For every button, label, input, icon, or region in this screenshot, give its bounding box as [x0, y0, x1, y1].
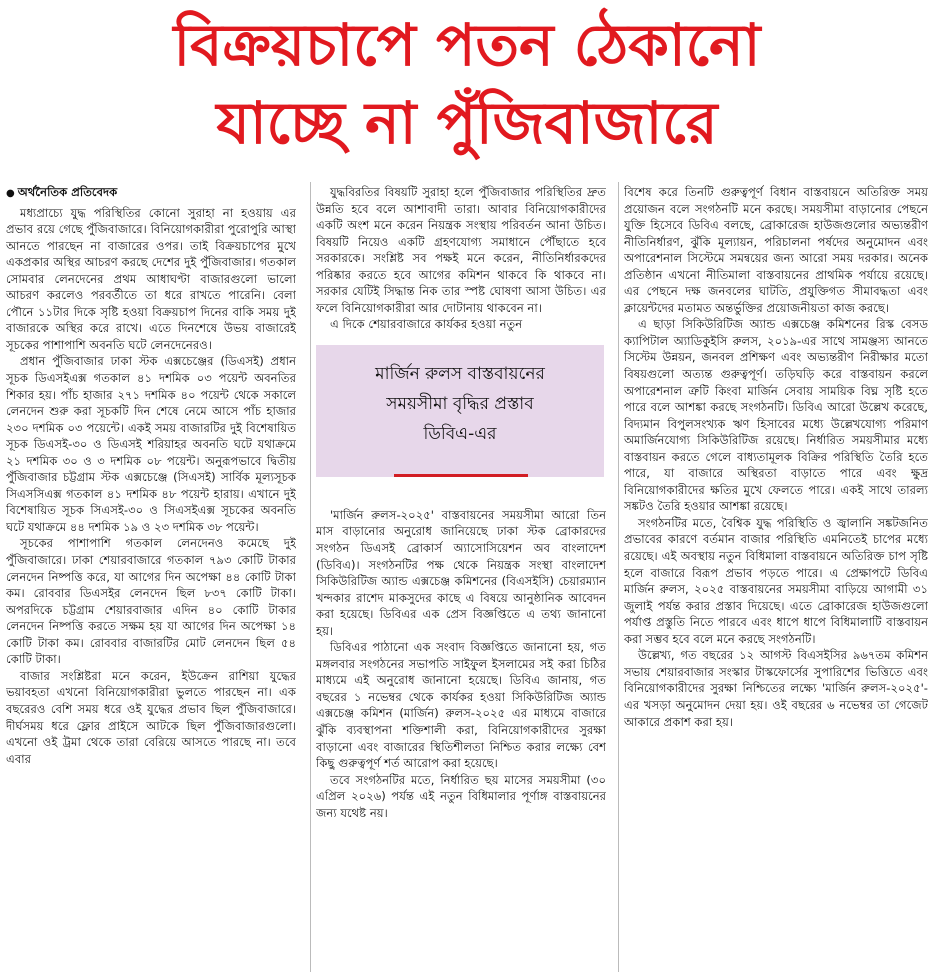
article-column-2 — [316, 184, 606, 976]
article-column-3 — [624, 184, 928, 976]
paragraph: এ ছাড়া সিকিউরিটিজ অ্যান্ড এক্সচেঞ্জ কমিশনের রিস্ক বেসড ক্যাপিটাল অ্যাডিকুইসি রুলস, ২০১৯-এর সাথে সামঞ্জস্য আনতে সিস্টেম উন্নয়ন, জনবল প্রশিক্ষণ এবং অভ্যন্তরীণ নিরীক্ষার মতো বিষয়গুলো অত্যন্ত গুরুত্বপূর্ণ। তড়িঘড়ি করে বাস্তবায়ন করলে অপারেশনাল ত্রুটি কিংবা মার্জিন সেবায় সাময়িক বিঘ্ন সৃষ্টি হতে পারে বলে আশঙ্কা করছে সংগঠনটি। ডিবিএ আরো উল্লেখ করেছে, বিদ্যমান বিপুলসংখ্যক ঋণ হিসাবের মধ্যে উল্লেখযোগ্য পরিমাণ অমার্জিনযোগ্য সিকিউরিটিজ রয়েছে। নির্ধারিত সময়সীমার মধ্যে বাস্তবায়ন করতে গেলে বাধ্যতামূলক বিক্রির পরিস্থিতি তৈরি হতে পারে, যা বাজারে অস্থিরতা বাড়াতে পারে এবং ক্ষুদ্র বিনিয়োগকারীদের ক্ষতির মুখে ফেলতে পারে। একই সাথে তারল্য সঙ্কটও তৈরি হওয়ার আশঙ্কা রয়েছে। — [624, 317, 928, 514]
headline-line-2: যাচ্ছে না পুঁজিবাজারে — [216, 89, 718, 157]
bullet-icon: ● — [6, 188, 15, 199]
column-divider — [618, 182, 619, 972]
paragraph: বিশেষ করে তিনটি গুরুত্বপূর্ণ বিধান বাস্তবায়নে অতিরিক্ত সময় প্রয়োজন বলে সংগঠনটি মনে করছে। সময়সীমা বাড়ানোর পেছনে যুক্তি হিসেবে ডিবিএ বলছে, ব্রোকারেজ হাউজগুলোর অভ্যন্তরীণ নীতিনির্ধারণ, ঝুঁকি মূল্যায়ন, পরিচালনা পর্ষদের অনুমোদন এবং অপারেশনাল সিস্টেমে সমন্বয়ের জন্য আরো সময় দরকার। অনেক প্রতিষ্ঠান এখনো নীতিমালা বাস্তবায়নের প্রাথমিক পর্যায়ে রয়েছে। এর পেছনে দক্ষ জনবলের ঘাটতি, প্রযুক্তিগত সীমাবদ্ধতা এবং ক্লায়েন্টদের মতামত অন্তর্ভুক্তির প্রয়োজনীয়তা কাজ করছে। — [624, 185, 928, 315]
paragraph: 'মার্জিন রুলস-২০২৫' বাস্তবায়নের সময়সীমা আরো তিন মাস বাড়ানোর অনুরোধ জানিয়েছে ঢাকা স্টক ব্রোকারদের সংগঠন ডিএসই ব্রোকার্স অ্যাসোসিয়েশন অব বাংলাদেশ (ডিবিএ)। সংগঠনটির পক্ষ থেকে নিয়ন্ত্রক সংস্থা বাংলাদেশ সিকিউরিটিজ অ্যান্ড এক্সচেঞ্জ কমিশনের (বিএসইসি) চেয়ারম্যান খন্দকার রাশেদ মাকসুদের কাছে এ বিষয়ে আনুষ্ঠানিক আবেদন করা হয়েছে। ডিবিএর এক প্রেস বিজ্ঞপ্তিতে এ তথ্য জানানো হয়। — [316, 507, 606, 638]
paragraph: প্রধান পুঁজিবাজার ঢাকা স্টক এক্সচেঞ্জের (ডিএসই) প্রধান সূচক ডিএসইএক্স গতকাল ৪১ দশমিক ০৩ পয়েন্ট অবনতির শিকার হয়। পাঁচ হাজার ২৭১ দশমিক ৪০ পয়েন্ট থেকে সকালে লেনদেন শুরু করা সূচকটি দিন শেষে নেমে আসে পাঁচ হাজার ২৩০ দশমিক ০৩ পয়েন্টে। একই সময় বাজারটির দুই বিশেষায়িত সূচক ডিএসই-৩০ ও ডিএসই শরিয়াহর অবনতি ঘটে যথাক্রমে ২১ দশমিক ৩০ ও ৩ দশমিক ০৮ পয়েন্ট। অনুরূপভাবে দ্বিতীয় পুঁজিবাজার চট্টগ্রাম স্টক এক্সচেঞ্জে (সিএসই) সার্বিক মূল্যসূচক সিএসসিএক্স গতকাল ৪১ দশমিক ৪৮ পয়েন্ট হারায়। এখানে দুই বিশেষায়িত সূচক সিএসই-৩০ ও সিএসইএক্স সূচকের অবনতি ঘটে যথাক্রমে ৪৪ দশমিক ১৯ ও ২৩ দশমিক ৩৮ পয়েন্ট। — [6, 354, 296, 534]
pull-quote-line-3: ডিবিএ-এর — [423, 423, 497, 444]
paragraph: যুদ্ধবিরতির বিষয়টি সুরাহা হলে পুঁজিবাজার পরিস্থিতির দ্রুত উন্নতি হবে বলে আশাবাদী তারা। আবার বিনিয়োগকারীদের একটি অংশ মনে করেন নিয়ন্ত্রক সংস্থায় পরিবর্তন আনা উচিত। বিষয়টি নিয়েও একটি গ্রহণযোগ্য সমাধানে পৌঁছাতে হবে সরকারকে। সংশ্লিষ্ট সব পক্ষই মনে করেন, নীতিনির্ধারকদের পরিষ্কার করতে হবে আগের কমিশন থাকবে কি থাকবে না। সরকার যেটিই সিদ্ধান্ত নিক তার স্পষ্ট ঘোষণা আসা উচিত। এর ফলে বিনিয়োগকারীরা আর দোটানায় থাকবেন না। — [316, 185, 606, 315]
pull-quote-line-2: সময়সীমা বৃদ্ধির প্রস্তাব — [386, 393, 534, 414]
pull-quote-rule — [394, 474, 528, 477]
headline-line-1: বিক্রয়চাপে পতন ঠেকানো — [173, 11, 761, 79]
byline — [6, 184, 296, 203]
paragraph: মধ্যপ্রাচ্যে যুদ্ধ পরিস্থিতির কোনো সুরাহা না হওয়ায় এর প্রভাব রয়ে গেছে পুঁজিবাজারে। বিনিয়োগকারীরা পুরোপুরি আস্থা আনতে পারছেন না বাজারের ওপর। তাই বিক্রয়চাপের মুখে একপ্রকার অস্থির আচরণ করছে দেশের দুই পুঁজিবাজার। গতকাল সোমবার লেনদেনের প্রথম আধাঘণ্টা বাজারগুলো ভালো আচরণ করলেও পরবর্তীতে তা ধরে রাখতে পারেনি। বেলা পৌনে ১১টার দিকে সৃষ্টি হওয়া বিক্রয়চাপ দিনের বাকি সময় দুই বাজারকে অস্থির করে রাখে। এতে দিনশেষে উভয় বাজারেই সূচকের পাশাপাশি অবনতি ঘটে লেনদেনেরও। — [6, 205, 296, 352]
pull-quote-line-1: মার্জিন রুলস বাস্তবায়নের — [375, 363, 545, 384]
paragraph: এ দিকে শেয়ারবাজারে কার্যকর হওয়া নতুন — [330, 317, 523, 332]
article-column-1 — [6, 184, 296, 976]
paragraph: উল্লেখ্য, গত বছরের ১২ আগস্ট বিএসইসির ৯৬৭তম কমিশন সভায় শেয়ারবাজার সংস্কার টাস্কফোর্সের সুপারিশের ভিত্তিতে এবং বিনিয়োগকারীদের সুরক্ষা নিশ্চিতের লক্ষ্যে 'মার্জিন রুলস-২০২৫'-এর খসড়া অনুমোদন দেয়া হয়। ওই বছরের ৬ নভেম্বর তা গেজেট আকারে প্রকাশ করা হয়। — [624, 648, 928, 729]
paragraph: তবে সংগঠনটির মতে, নির্ধারিত ছয় মাসের সময়সীমা (৩০ এপ্রিল ২০২৬) পর্যন্ত এই নতুন বিধিমালার পূর্ণাঙ্গ বাস্তবায়নের জন্য যথেষ্ট নয়। — [316, 772, 606, 820]
column-divider — [310, 182, 311, 972]
paragraph: ডিবিএর পাঠানো এক সংবাদ বিজ্ঞপ্তিতে জানানো হয়, গত মঙ্গলবার সংগঠনের সভাপতি সাইফুল ইসলামের সই করা চিঠির মাধ্যমে এই অনুরোধ জানানো হয়েছে। ডিবিএ জানায়, গত বছরের ১ নভেম্বর থেকে কার্যকর হওয়া সিকিউরিটিজ অ্যান্ড এক্সচেঞ্জ কমিশন (মার্জিন) রুলস-২০২৫ এর মাধ্যমে বাজারে ঝুঁকি ব্যবস্থাপনা শক্তিশালী করা, বিনিয়োগকারীদের সুরক্ষা বাড়ানো এবং বাজারের স্থিতিশীলতা নিশ্চিত করার লক্ষ্যে বেশ কিছু গুরুত্বপূর্ণ শর্ত আরোপ করা হয়েছে। — [316, 640, 606, 771]
paragraph: বাজার সংশ্লিষ্টরা মনে করেন, ইউক্রেন রাশিয়া যুদ্ধের ভয়াবহতা এখনো বিনিয়োগকারীরা ভুলতে পারছেন না। এক বছরেরও বেশি সময় ধরে ওই যুদ্ধের প্রভাব ছিল পুঁজিবাজারে। দীর্ঘসময় ধরে ফ্লোর প্রাইসে আটকে ছিল পুঁজিবাজারগুলো। এখনো ওই ট্রমা থেকে তারা বেরিয়ে আসতে পারছে না। তবে এবার — [6, 668, 296, 766]
byline-text: অর্থনৈতিক প্রতিবেদক — [17, 185, 118, 199]
paragraph: সংগঠনটির মতে, বৈশ্বিক যুদ্ধ পরিস্থিতি ও জ্বালানি সঙ্কটজনিত প্রভাবের কারণে বর্তমান বাজার পরিস্থিতি এমনিতেই চাপের মধ্যে রয়েছে। এই অবস্থায় নতুন বিধিমালা বাস্তবায়নে অতিরিক্ত চাপ সৃষ্টি হলে বাজারে বিরূপ প্রভাব পড়তে পারে। এ প্রেক্ষাপটে ডিবিএ মার্জিন রুলস, ২০২৫ বাস্তবায়নের সময়সীমা বাড়িয়ে আগামী ৩১ জুলাই পর্যন্ত করার প্রস্তাব দিয়েছে। এতে ব্রোকারেজ হাউজগুলো পর্যাপ্ত প্রস্তুতি নিতে পারবে এবং ধাপে ধাপে বিধিমালাটি বাস্তবায়ন করা সম্ভব হবে বলে মনে করছে সংগঠনটি। — [624, 515, 928, 646]
paragraph: সূচকের পাশাপাশি গতকাল লেনদেনও কমেছে দুই পুঁজিবাজারে। ঢাকা শেয়ারবাজারে গতকাল ৭৯৩ কোটি টাকার লেনদেন নিষ্পত্তি করে, যা আগের দিন অপেক্ষা ৪৪ কোটি টাকা কম। রোববার ডিএসইর লেনদেন ছিল ৮৩৭ কোটি টাকা। অপরদিকে চট্টগ্রাম শেয়ারবাজার এদিন ৪০ কোটি টাকার লেনদেন নিষ্পত্তি করতে সক্ষম হয় যা আগের দিন অপেক্ষা ১৪ কোটি টাকা কম। রোববার বাজারটির মোট লেনদেন ছিল ৫৪ কোটি টাকা। — [6, 536, 296, 667]
pull-quote — [316, 345, 604, 477]
headline — [0, 6, 934, 162]
